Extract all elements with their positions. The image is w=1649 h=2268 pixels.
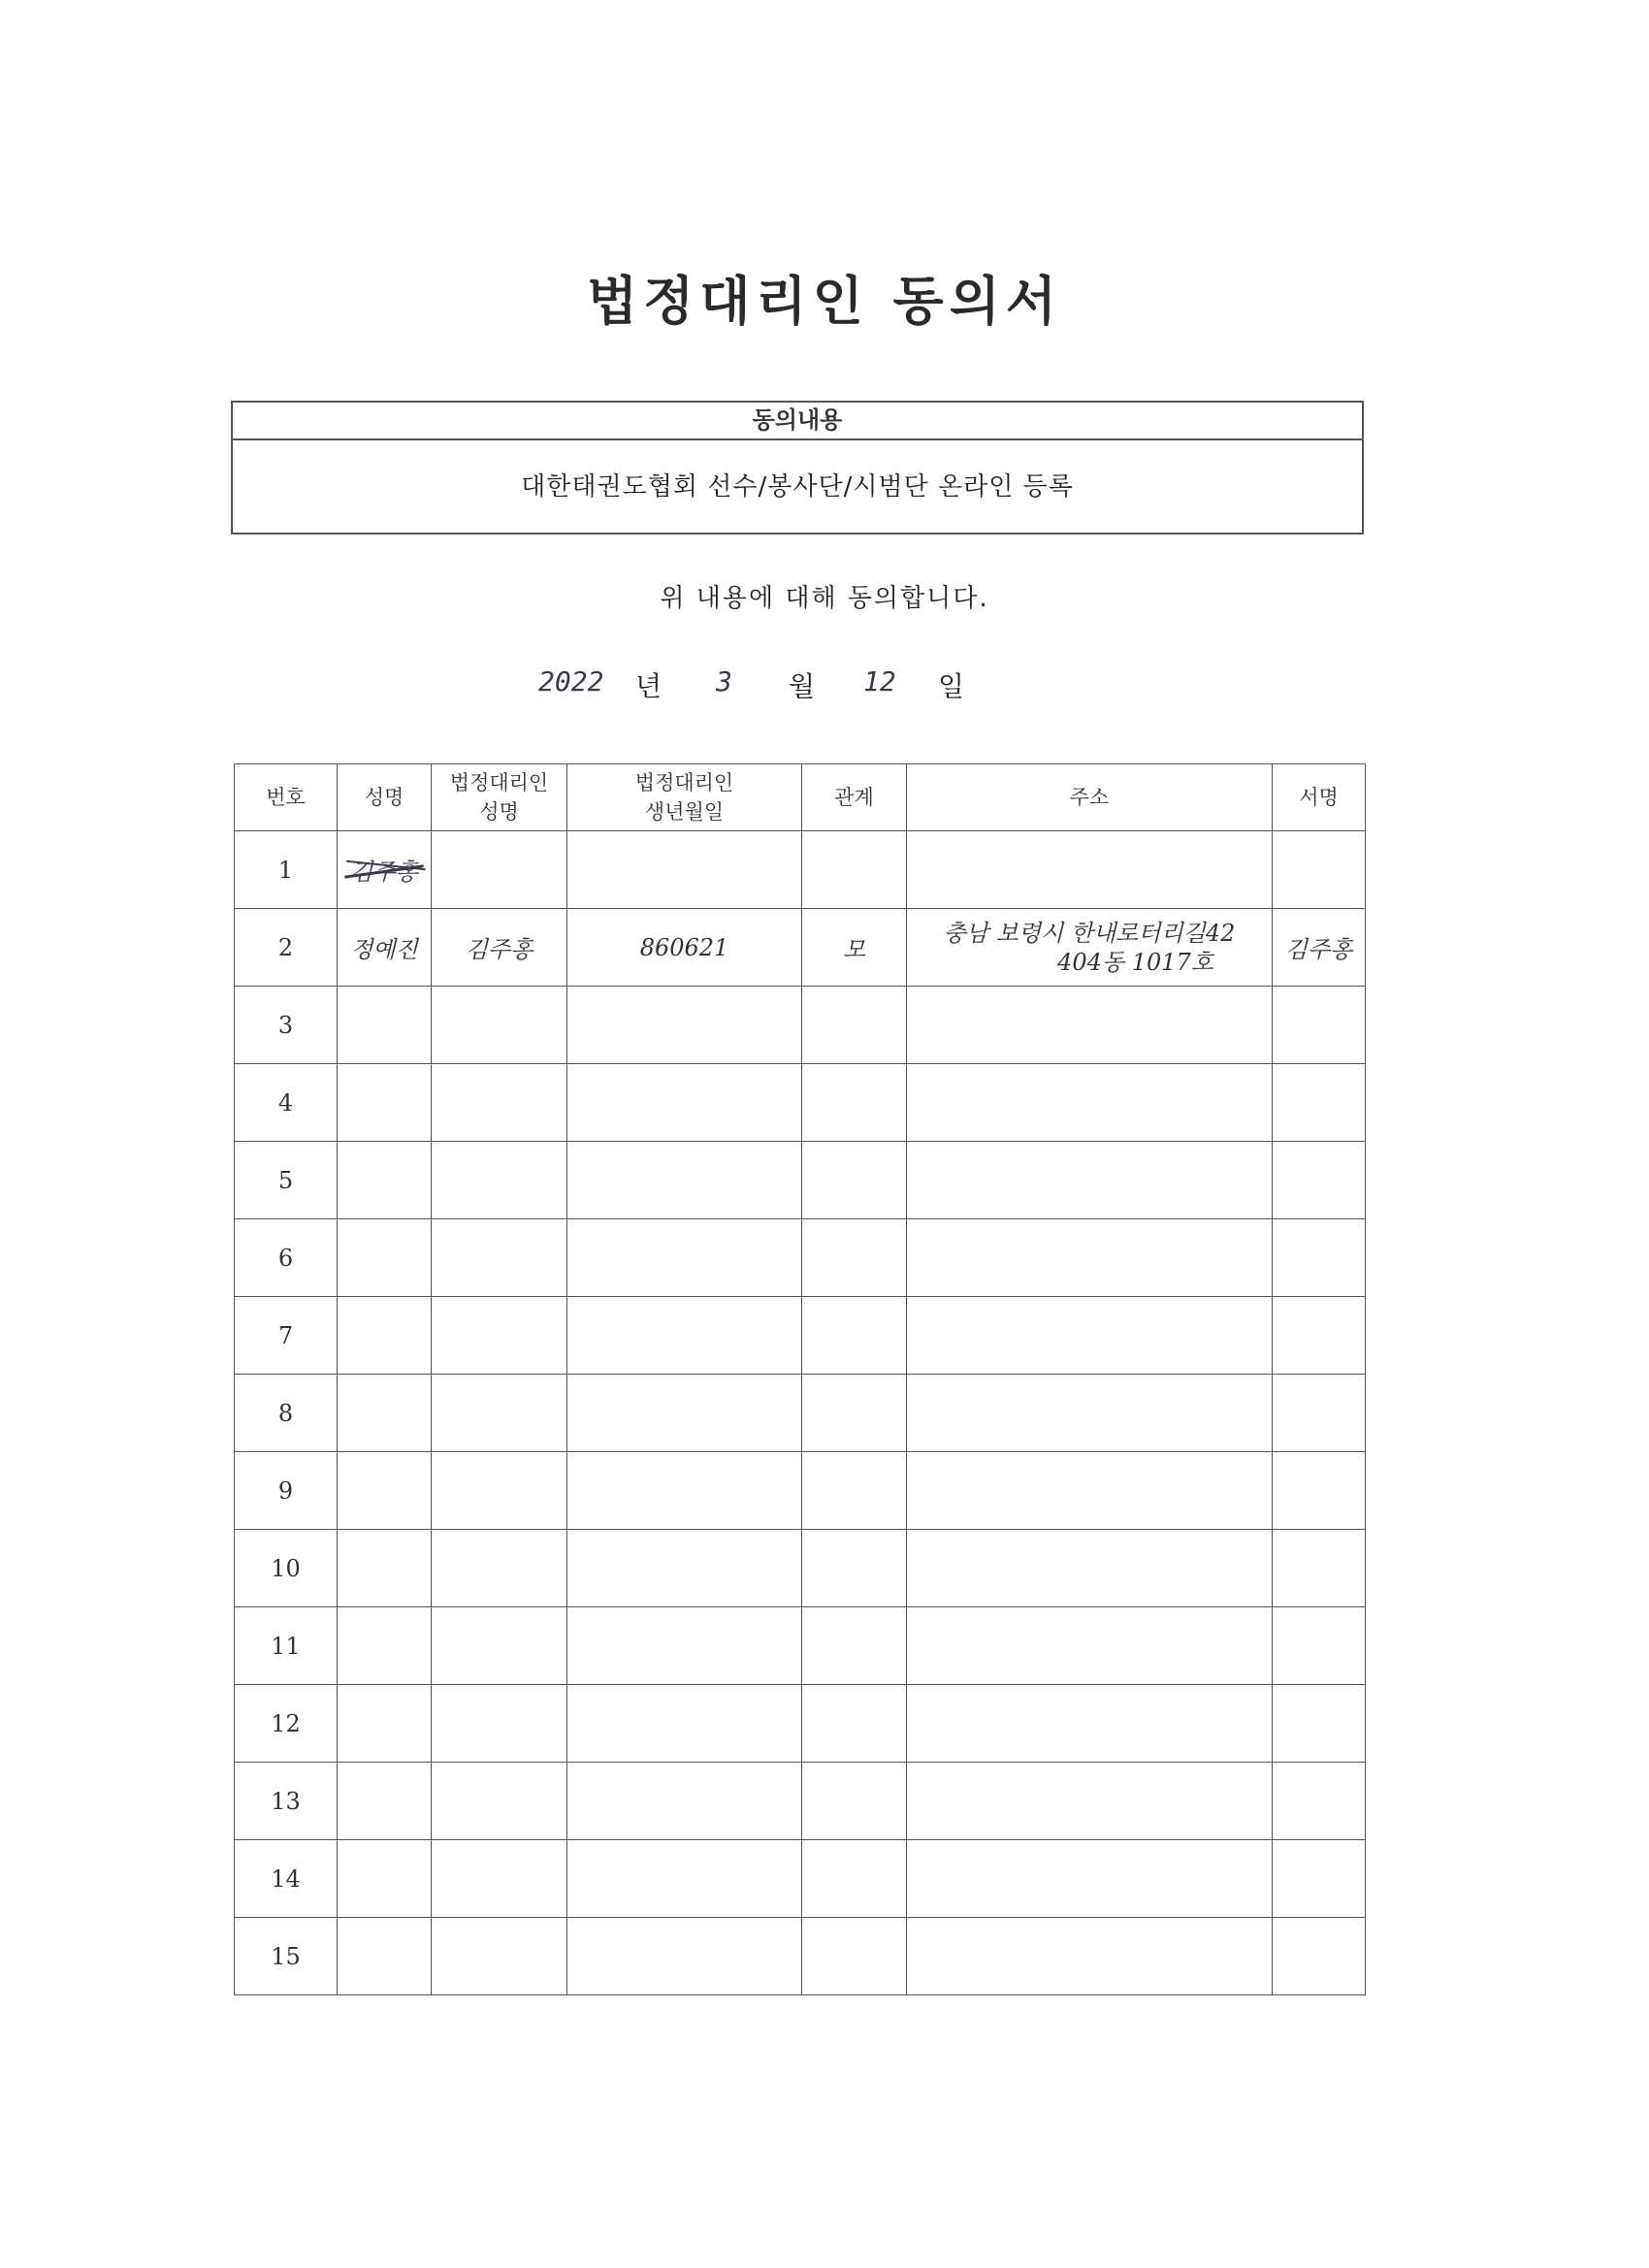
cell-relation	[802, 1918, 907, 1995]
header-guardian-name: 법정대리인 성명	[432, 764, 567, 831]
cell-no: 9	[235, 1452, 338, 1530]
cell-guardian-name	[432, 1918, 567, 1995]
cell-address	[907, 1530, 1273, 1607]
table-row	[235, 1142, 1366, 1219]
cell-guardian-name	[432, 1064, 567, 1142]
cell-name: 정예진	[338, 909, 432, 987]
date-year: 2022	[538, 665, 604, 697]
cell-guardian-name	[432, 1375, 567, 1452]
cell-no: 15	[235, 1918, 338, 1995]
cell-no: 3	[235, 987, 338, 1064]
header-relation: 관계	[802, 764, 907, 831]
cell-signature	[1273, 1685, 1366, 1763]
page-title: 법정대리인 동의서	[586, 270, 1063, 332]
cell-relation	[802, 987, 907, 1064]
table-row	[235, 1763, 1366, 1840]
cell-name	[338, 1452, 432, 1530]
date-year-label: 년	[635, 670, 663, 702]
cell-name	[338, 1219, 432, 1297]
cell-guardian-birth	[567, 1219, 802, 1297]
cell-no: 6	[235, 1219, 338, 1297]
table-row	[235, 1219, 1366, 1297]
cell-guardian-birth	[567, 1064, 802, 1142]
cell-guardian-name	[432, 987, 567, 1064]
date-month: 3	[716, 665, 732, 697]
cell-guardian-birth	[567, 831, 802, 909]
date-day-label: 일	[938, 670, 965, 702]
cell-signature	[1273, 1297, 1366, 1375]
date-day: 12	[863, 665, 896, 697]
cell-no: 4	[235, 1064, 338, 1142]
cell-guardian-birth	[567, 1763, 802, 1840]
table-row	[235, 1685, 1366, 1763]
cell-signature	[1273, 1452, 1366, 1530]
cell-relation	[802, 1297, 907, 1375]
table-row	[235, 1375, 1366, 1452]
cell-address	[907, 1452, 1273, 1530]
cell-guardian-birth	[567, 1452, 802, 1530]
cell-guardian-birth	[567, 1142, 802, 1219]
cell-address	[907, 1375, 1273, 1452]
cell-guardian-name	[432, 1685, 567, 1763]
cell-address	[907, 1064, 1273, 1142]
table-row	[235, 1064, 1366, 1142]
cell-name	[338, 831, 432, 909]
cell-signature	[1273, 831, 1366, 909]
consent-content: 대한태권도협회 선수/봉사단/시범단 온라인 등록	[521, 472, 1074, 502]
date-month-label: 월	[789, 670, 816, 702]
cell-signature	[1273, 1064, 1366, 1142]
header-guardian-birth: 법정대리인 생년월일	[567, 764, 802, 831]
cell-guardian-name	[432, 1840, 567, 1918]
guardian-table	[234, 763, 1366, 1995]
cell-signature	[1273, 1918, 1366, 1995]
cell-guardian-name	[432, 831, 567, 909]
table-row	[235, 1607, 1366, 1685]
cell-name	[338, 1918, 432, 1995]
cell-name	[338, 1607, 432, 1685]
cell-name	[338, 1142, 432, 1219]
cell-no: 10	[235, 1530, 338, 1607]
consent-box	[231, 401, 1364, 535]
cell-relation	[802, 1840, 907, 1918]
table-row	[235, 1918, 1366, 1995]
cell-relation	[802, 831, 907, 909]
consent-header: 동의내용	[233, 403, 1362, 440]
cell-guardian-name: 김주홍	[432, 909, 567, 987]
table-row	[235, 1530, 1366, 1607]
cell-no: 5	[235, 1142, 338, 1219]
table-row	[235, 1840, 1366, 1918]
struck-name: 김주홍	[350, 853, 418, 887]
cell-address	[907, 1142, 1273, 1219]
cell-relation	[802, 1375, 907, 1452]
cell-relation	[802, 1763, 907, 1840]
cell-name	[338, 1530, 432, 1607]
cell-signature	[1273, 1530, 1366, 1607]
header-signature: 서명	[1273, 764, 1366, 831]
cell-address	[907, 831, 1273, 909]
cell-name	[338, 1375, 432, 1452]
cell-no: 2	[235, 909, 338, 987]
cell-guardian-birth	[567, 1607, 802, 1685]
cell-name	[338, 1685, 432, 1763]
cell-no: 12	[235, 1685, 338, 1763]
cell-guardian-birth	[567, 1375, 802, 1452]
cell-signature	[1273, 1763, 1366, 1840]
cell-signature	[1273, 1607, 1366, 1685]
cell-address	[907, 1918, 1273, 1995]
cell-name	[338, 987, 432, 1064]
cell-relation	[802, 1607, 907, 1685]
cell-no: 13	[235, 1763, 338, 1840]
cell-relation	[802, 1064, 907, 1142]
cell-signature	[1273, 987, 1366, 1064]
cell-relation: 모	[802, 909, 907, 987]
table-row	[235, 831, 1366, 909]
table-header-row	[235, 764, 1366, 831]
header-no: 번호	[235, 764, 338, 831]
cell-signature	[1273, 1219, 1366, 1297]
cell-name	[338, 1840, 432, 1918]
cell-guardian-birth: 860621	[567, 909, 802, 987]
cell-guardian-name	[432, 1452, 567, 1530]
cell-guardian-name	[432, 1607, 567, 1685]
table-row	[235, 1452, 1366, 1530]
table-row	[235, 909, 1366, 987]
cell-address	[907, 1607, 1273, 1685]
header-name: 성명	[338, 764, 432, 831]
cell-address	[907, 1763, 1273, 1840]
cell-signature	[1273, 1142, 1366, 1219]
cell-relation	[802, 1685, 907, 1763]
cell-guardian-name	[432, 1219, 567, 1297]
cell-address	[907, 1840, 1273, 1918]
cell-no: 11	[235, 1607, 338, 1685]
cell-address	[907, 1219, 1273, 1297]
cell-relation	[802, 1219, 907, 1297]
cell-no: 14	[235, 1840, 338, 1918]
cell-address: 충남 보령시 한내로터리길42 404동 1017호	[907, 909, 1273, 987]
cell-guardian-birth	[567, 1530, 802, 1607]
cell-guardian-birth	[567, 1840, 802, 1918]
cell-no: 8	[235, 1375, 338, 1452]
cell-guardian-name	[432, 1763, 567, 1840]
cell-relation	[802, 1452, 907, 1530]
cell-address	[907, 1297, 1273, 1375]
cell-relation	[802, 1530, 907, 1607]
cell-guardian-birth	[567, 1297, 802, 1375]
cell-name	[338, 1064, 432, 1142]
cell-no: 1	[235, 831, 338, 909]
cell-guardian-name	[432, 1530, 567, 1607]
cell-signature: 김주홍	[1273, 909, 1366, 987]
cell-guardian-birth	[567, 1685, 802, 1763]
table-row	[235, 987, 1366, 1064]
agree-statement: 위 내용에 대해 동의합니다.	[660, 584, 989, 613]
cell-name	[338, 1297, 432, 1375]
cell-address	[907, 987, 1273, 1064]
table-row	[235, 1297, 1366, 1375]
cell-guardian-name	[432, 1297, 567, 1375]
cell-guardian-name	[432, 1142, 567, 1219]
cell-name	[338, 1763, 432, 1840]
cell-address	[907, 1685, 1273, 1763]
cell-signature	[1273, 1840, 1366, 1918]
cell-guardian-birth	[567, 1918, 802, 1995]
cell-no: 7	[235, 1297, 338, 1375]
header-address: 주소	[907, 764, 1273, 831]
cell-relation	[802, 1142, 907, 1219]
cell-signature	[1273, 1375, 1366, 1452]
cell-guardian-birth	[567, 987, 802, 1064]
